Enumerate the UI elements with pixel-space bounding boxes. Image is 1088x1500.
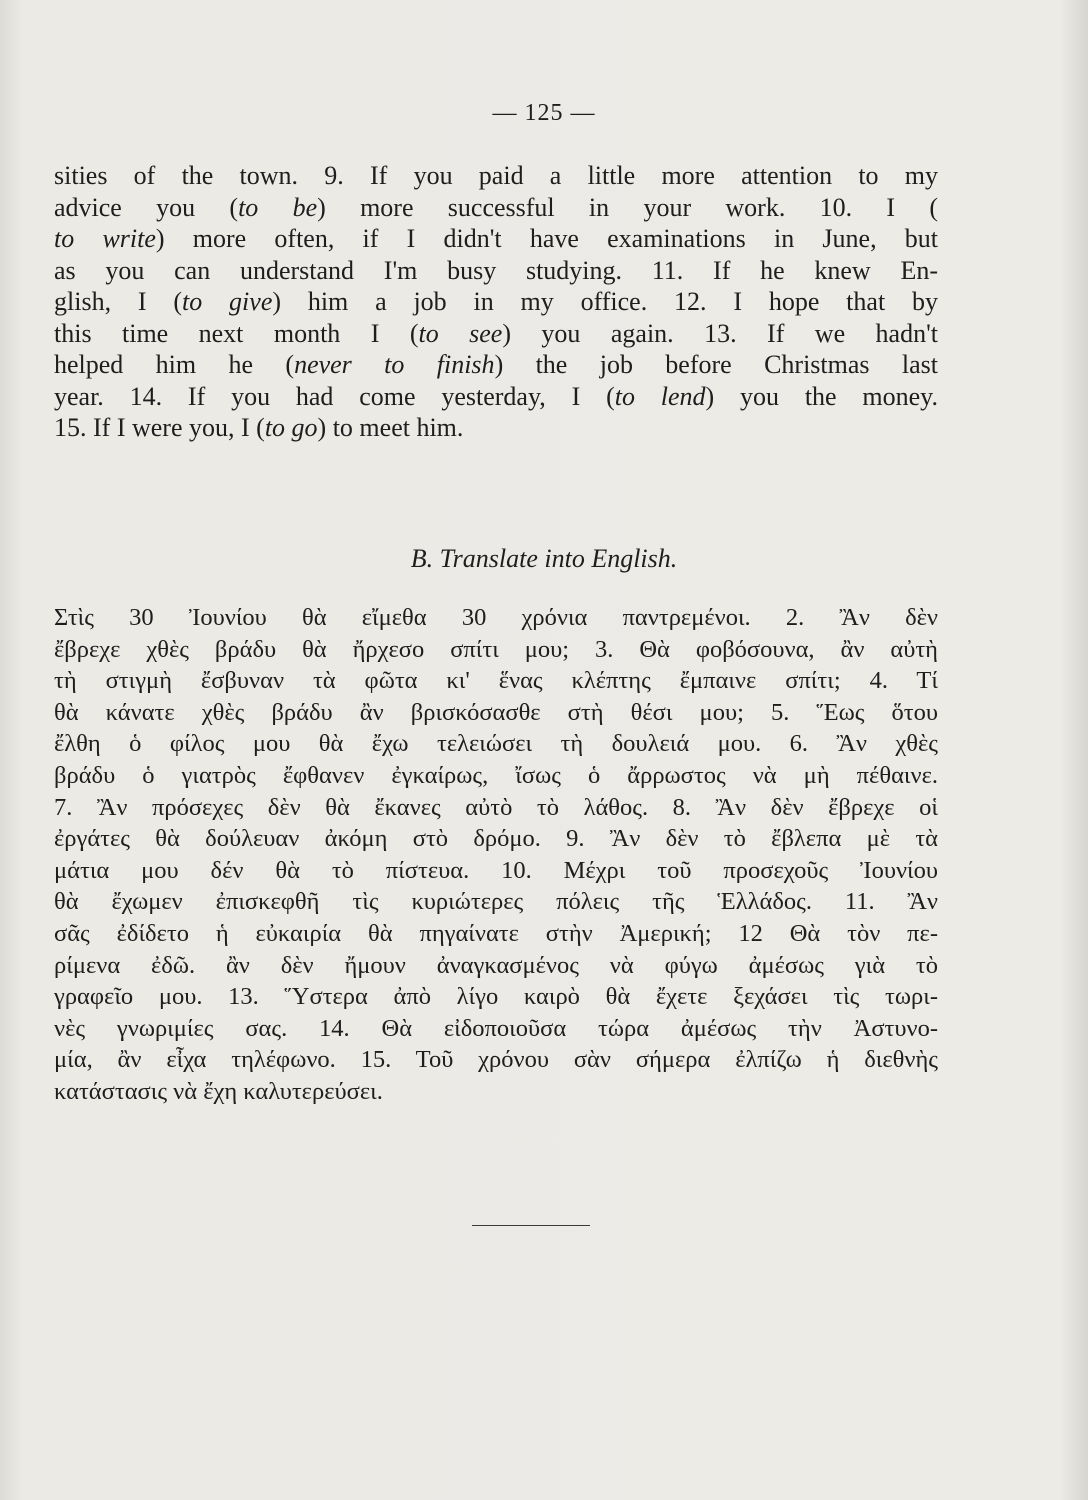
exercise-line: advice you (to be) more successful in your work. 10. I ( — [54, 192, 938, 222]
greek-line: κατάστασις νὰ ἔχη καλυτερεύσει. — [54, 1077, 383, 1105]
greek-line: θὰ ἔχωμεν ἐπισκεφθῆ τὶς κυριώτερες πόλεις τῆς Ἑλλάδος. 11. Ἂν — [54, 888, 938, 916]
greek-line: ἔβρεχε χθὲς βράδυ θὰ ἤρχεσο σπίτι μου; 3. Θὰ φοβόσουνα, ἂν αὐτὴ — [54, 635, 938, 663]
greek-line: γραφεῖο μου. 13. Ὕστερα ἀπὸ λίγο καιρὸ θὰ ἔχετε ξεχάσει τὶς τωρι- — [54, 983, 938, 1011]
greek-line: ἐργάτες θὰ δούλευαν ἀκόμη στὸ δρόμο. 9. Ἂν δὲν τὸ ἔβλεπα μὲ τὰ — [54, 825, 938, 853]
verb-hint: to give — [182, 287, 273, 316]
exercise-line: helped him he (never to finish) the job before Christmas last — [54, 350, 938, 379]
verb-hint: to go — [264, 413, 318, 442]
exercise-line: glish, I (to give) him a job in my office. 12. I hope that by — [54, 287, 938, 316]
greek-line: Στὶς 30 Ἰουνίου θὰ εἴμεθα 30 χρόνια παντρεμένοι. 2. Ἂν δὲν — [54, 604, 938, 631]
section-heading: B. Translate into English. — [410, 544, 678, 573]
exercise-line: year. 14. If you had come yesterday, I (to lend) you the money. — [54, 381, 938, 411]
verb-hint: to — [54, 224, 75, 253]
verb-hint: never to finish — [294, 350, 495, 379]
verb-hint: to be — [238, 192, 318, 222]
exercise-line: as you can understand I'm busy studying. 11. If he knew En- — [54, 255, 938, 285]
exercise-line: 15. If I were you, I (to go) to meet him. — [54, 413, 464, 442]
greek-line: μάτια μου δέν θὰ τὸ πίστευα. 10. Μέχρι τοῦ προσεχοῦς Ἰουνίου — [54, 856, 938, 884]
exercise-line: this time next month I (to see) you again. 13. If we hadn't — [54, 318, 938, 348]
page-number: — 125 — — [492, 100, 596, 126]
greek-line: 7. Ἂν πρόσεχες δὲν θὰ ἔκανες αὐτὸ τὸ λάθος. 8. Ἂν δὲν ἔβρεχε οἱ — [54, 793, 938, 821]
verb-hint: write — [102, 224, 156, 253]
verb-hint: to see — [418, 318, 503, 348]
english-exercise — [54, 160, 938, 444]
greek-line: θὰ κάνατε χθὲς βράδυ ἂν βρισκόσασθε στὴ θέσι μου; 5. Ἕως ὅτου — [54, 698, 938, 726]
exercise-line: to write) more often, if I didn't have examinations in June, but — [54, 224, 939, 253]
greek-line: τὴ στιγμὴ ἔσβυναν τὰ φῶτα κι' ἕνας κλέπτης ἔμπαινε σπίτι; 4. Τί — [54, 667, 938, 695]
greek-line: σᾶς ἐδίδετο ἡ εὐκαιρία θὰ πηγαίνατε στὴν Ἀμερική; 12 Θὰ τὸν πε- — [54, 919, 938, 947]
greek-line: μία, ἂν εἶχα τηλέφωνο. 15. Τοῦ χρόνου σὰν σήμερα ἐλπίζω ἡ διεθνὴς — [54, 1046, 938, 1074]
section-divider — [472, 1225, 590, 1226]
greek-line: ἔλθη ὁ φίλος μου θὰ ἔχω τελειώσει τὴ δουλειά μου. 6. Ἂν χθὲς — [54, 730, 938, 758]
greek-exercise — [54, 602, 938, 1108]
greek-line: ρίμενα ἐδῶ. ἂν δὲν ἤμουν ἀναγκασμένος νὰ φύγω ἀμέσως γιὰ τὸ — [54, 951, 938, 979]
verb-hint: to lend — [614, 381, 706, 411]
exercise-line: sities of the town. 9. If you paid a little more attention to my — [54, 161, 938, 190]
greek-line: νὲς γνωριμίες σας. 14. Θὰ εἰδοποιοῦσα τώρα ἀμέσως τὴν Ἀστυνο- — [54, 1014, 938, 1042]
greek-line: βράδυ ὁ γιατρὸς ἔφθανεν ἐγκαίρως, ἴσως ὁ ἄρρωστος νὰ μὴ πέθαινε. — [54, 761, 938, 789]
